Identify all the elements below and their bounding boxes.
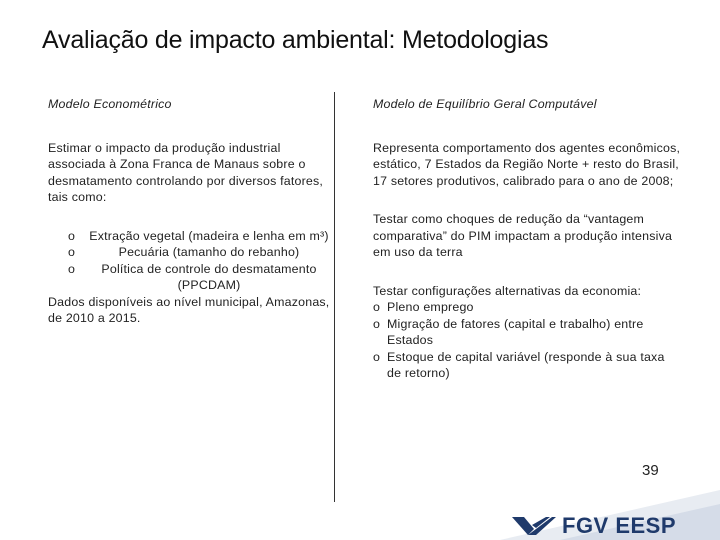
list-item: o Migração de fatores (capital e trabalho) entre Estados	[373, 316, 644, 347]
slide-title: Avaliação de impacto ambiental: Metodologias	[42, 26, 549, 54]
left-intro: Estimar o impacto da produção industrial associada à Zona Franca de Manaus sobre o desmatamento controlando por diversos fatores, tais como:	[48, 140, 324, 204]
bullet-glyph: o	[373, 300, 381, 314]
left-heading: Modelo Econométrico	[48, 97, 172, 111]
column-divider	[334, 92, 335, 502]
logo-text: FGV EESP	[562, 513, 677, 538]
fgv-logo-mark-icon	[512, 515, 556, 537]
left-outro: Dados disponíveis ao nível municipal, Amazonas, de 2010 a 2015.	[48, 294, 330, 325]
right-column	[373, 96, 681, 382]
left-column	[48, 96, 330, 327]
right-description: Representa comportamento dos agentes econômicos, estático, 7 Estados da Região Norte + resto do Brasil, 17 setores produtivos, calibrado para o ano de 2008;	[373, 140, 681, 188]
list-item: o Pecuária (tamanho do rebanho)	[68, 245, 300, 259]
right-test-shocks: Testar como choques de redução da “vantagem comparativa” do PIM impactam a produção intensiva em uso da terra	[373, 212, 673, 259]
left-bullet-list	[48, 228, 330, 294]
bullet-glyph: o	[68, 261, 76, 276]
bullet-glyph: o	[373, 316, 381, 331]
right-bullet-list	[373, 299, 681, 382]
bullet-glyph: o	[68, 245, 76, 259]
list-item: o Pleno emprego	[373, 300, 474, 314]
fgv-eesp-logo	[512, 512, 676, 540]
right-test-configs: Testar configurações alternativas da economia:	[373, 283, 642, 298]
page-number: 39	[642, 462, 659, 479]
list-item: o Estoque de capital variável (responde à sua taxa de retorno)	[373, 349, 665, 380]
right-heading: Modelo de Equilíbrio Geral Computável	[373, 97, 597, 111]
bullet-glyph: o	[373, 349, 381, 364]
bullet-glyph: o	[68, 228, 76, 243]
list-item: o Extração vegetal (madeira e lenha em m³)	[68, 228, 329, 243]
list-item: o Política de controle do desmatamento (PPCDAM)	[68, 261, 317, 292]
